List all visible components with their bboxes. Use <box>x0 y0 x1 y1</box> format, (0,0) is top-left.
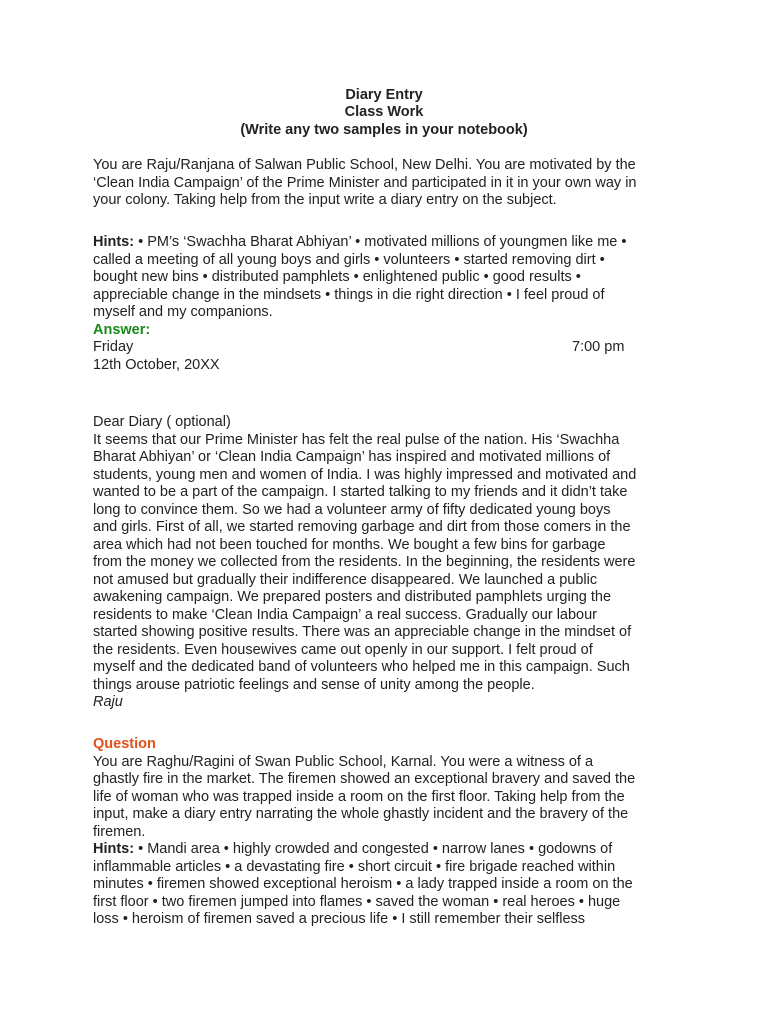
diary-salutation: Dear Diary ( optional) <box>93 414 231 430</box>
hints-line: inflammable articles • a devastating fire • short circuit • fire brigade reached within <box>93 858 616 875</box>
question-line: firemen. <box>93 823 146 840</box>
document-title: Diary Entry <box>345 87 423 103</box>
intro-line: ‘Clean India Campaign’ of the Prime Minister and participated in it in your own way in <box>93 174 637 191</box>
answer-day: Friday <box>93 339 134 355</box>
hints-line: • PM’s ‘Swachha Bharat Abhiyan’ • motivated millions of youngmen like me • <box>134 234 627 250</box>
hints-line: bought new bins • distributed pamphlets • enlightened public • good results • <box>93 269 581 285</box>
hints-first-line <box>93 234 693 252</box>
question-line: input, make a diary entry narrating the whole ghastly incident and the bravery of the <box>93 806 629 822</box>
hints-line: minutes • firemen showed exceptional heroism • a lady trapped inside a room on the <box>93 876 633 892</box>
hints-line: appreciable change in the mindsets • things in die right direction • I feel proud of <box>93 286 605 303</box>
diary-line: and girls. First of all, we started removing garbage and dirt from those comers in the <box>93 519 631 535</box>
hints-line: loss • heroism of firemen saved a precious life • I still remember their selfless <box>93 911 586 927</box>
hints-label: Hints: <box>93 841 135 857</box>
diary-line: from the money we collected from the residents. In the beginning, the residents were <box>93 554 636 570</box>
diary-line: residents to make ‘Clean India Campaign’ a real success. Gradually our labour <box>93 606 597 623</box>
diary-line: students, young men and women of India. I was highly impressed and motivated and <box>93 466 637 483</box>
diary-entry <box>93 414 693 712</box>
intro-paragraph <box>93 157 693 210</box>
document-instruction: (Write any two samples in your notebook) <box>240 122 528 138</box>
diary-line: Bharat Abhiyan’ or ‘Clean India Campaign’ has inspired and motivated millions of <box>93 449 611 465</box>
intro-line: You are Raju/Ranjana of Salwan Public School, New Delhi. You are motivated by the <box>93 157 636 173</box>
diary-line: not amused but gradually their indifference disappeared. We launched a public <box>93 571 598 588</box>
diary-line: things arouse patriotic feelings and sense of unity among the people. <box>93 676 535 693</box>
diary-line: started showing positive results. There was an appreciable change in the mindset of <box>93 624 632 640</box>
hints-line: • Mandi area • highly crowded and congested • narrow lanes • godowns of <box>134 841 613 857</box>
diary-signature: Raju <box>93 694 123 710</box>
answer-time: 7:00 pm <box>572 339 625 355</box>
question-section <box>93 736 693 929</box>
question-line: life of woman who was trapped inside a room on the first floor. Taking help from the <box>93 788 625 805</box>
diary-line: myself and the dedicated band of volunteers who helped me in this campaign. Such <box>93 659 630 675</box>
question-label: Question <box>93 736 156 752</box>
diary-line: wanted to be a part of the campaign. I started talking to my friends and it didn’t take <box>93 484 628 500</box>
hints-first-line <box>93 841 693 859</box>
hints-line: myself and my companions. <box>93 304 273 320</box>
diary-line: It seems that our Prime Minister has felt the real pulse of the nation. His ‘Swachha <box>93 431 620 448</box>
document-subtitle: Class Work <box>344 104 424 120</box>
diary-line: area which had not been touched for months. We bought a few bins for garbage <box>93 536 606 553</box>
question-line: You are Raghu/Ragini of Swan Public School, Karnal. You were a witness of a <box>93 753 594 770</box>
answer-label: Answer: <box>93 321 151 338</box>
hints-label: Hints: <box>93 234 135 250</box>
question-line: ghastly fire in the market. The firemen showed an exceptional bravery and saved the <box>93 771 636 787</box>
diary-line: the residents. Even housewives came out openly in our support. I felt proud of <box>93 641 593 658</box>
diary-line: awakening campaign. We prepared posters and distributed pamphlets urging the <box>93 589 612 605</box>
diary-line: long to convince them. So we had a volunteer army of fifty dedicated young boys <box>93 501 611 518</box>
answer-date: 12th October, 20XX <box>93 356 220 373</box>
hints-line: first floor • two firemen jumped into flames • saved the woman • real heroes • huge <box>93 893 621 910</box>
intro-line: your colony. Taking help from the input write a diary entry on the subject. <box>93 192 557 208</box>
hints-line: called a meeting of all young boys and girls • volunteers • started removing dirt • <box>93 251 605 268</box>
